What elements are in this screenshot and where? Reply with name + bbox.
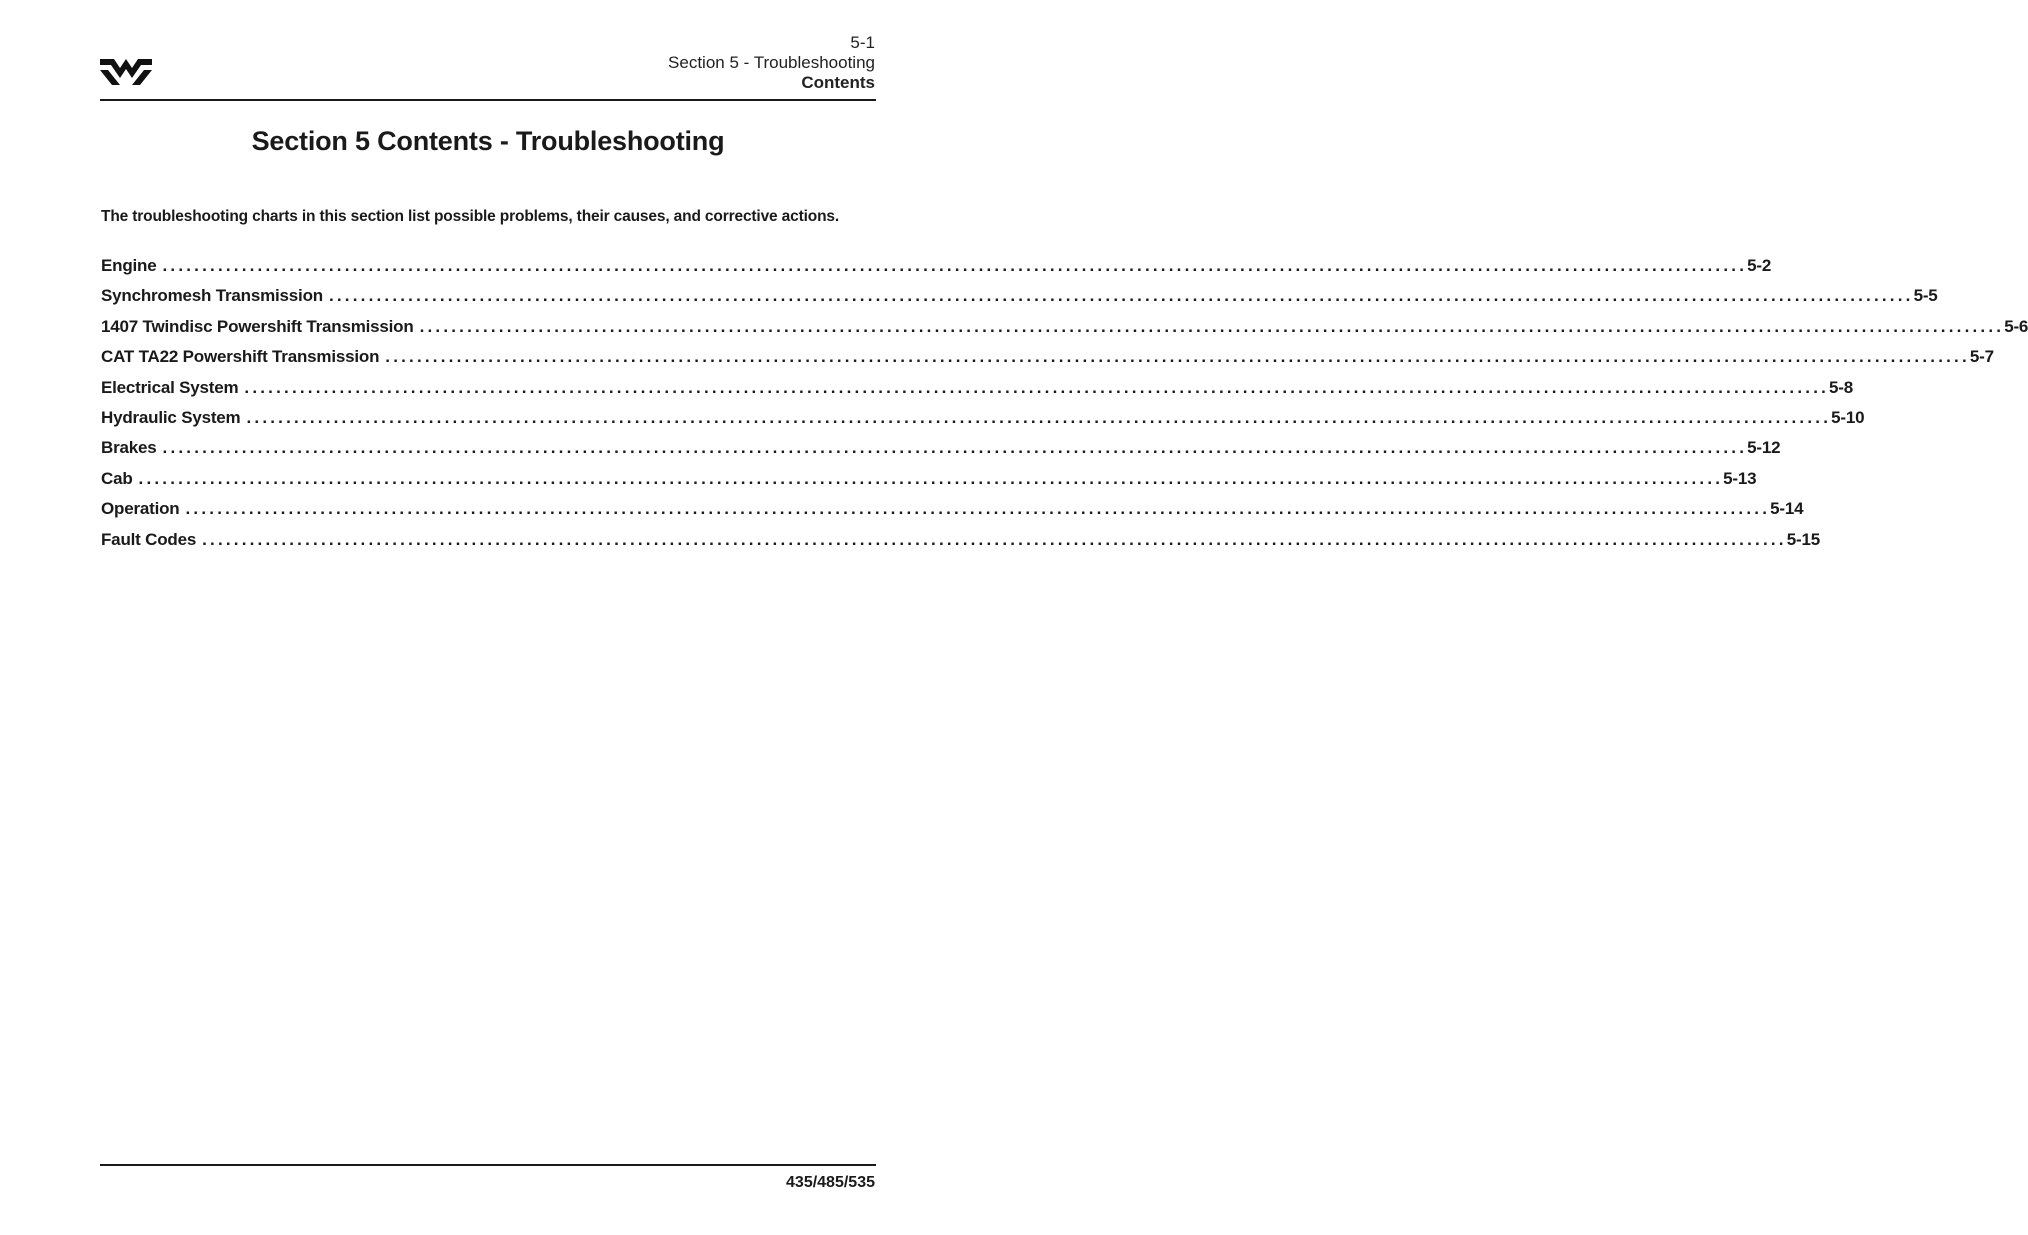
table-of-contents <box>101 256 2028 560</box>
toc-entry-page: 5-12 <box>1747 438 1781 458</box>
toc-entry-label: Engine <box>101 256 157 275</box>
toc-entry[interactable] <box>101 407 1865 438</box>
toc-entry-label: CAT TA22 Powershift Transmission <box>101 347 380 367</box>
toc-entry[interactable] <box>101 499 1804 529</box>
toc-entry-label: Cab <box>101 468 133 488</box>
toc-entry[interactable] <box>101 347 1994 377</box>
toc-entry[interactable] <box>101 316 2028 347</box>
toc-leader-dots: ........................................................................................................................................................................................................ <box>185 499 1771 519</box>
toc-entry-page: 5-8 <box>1829 377 1854 397</box>
toc-entry[interactable] <box>101 529 1820 560</box>
toc-entry[interactable] <box>101 468 1757 499</box>
toc-entry-label: Operation <box>101 499 180 519</box>
toc-leader-dots: ........................................................................................................................................................................................................ <box>202 529 1787 549</box>
toc-entry-label: Brakes <box>101 438 157 458</box>
toc-entry-page: 5-15 <box>1786 529 1820 549</box>
toc-entry-label: Electrical System <box>101 377 239 397</box>
section-label: Section 5 - Troubleshooting <box>668 53 875 72</box>
toc-leader-dots: ........................................................................................................................................................................................................ <box>246 407 1832 427</box>
toc-entry[interactable] <box>101 286 1938 316</box>
toc-entry-page: 5-10 <box>1831 407 1865 427</box>
toc-entry-label: Fault Codes <box>101 529 197 549</box>
toc-entry-label: Synchromesh Transmission <box>101 286 323 306</box>
footer-divider <box>100 1164 876 1166</box>
intro-text: The troubleshooting charts in this section list possible problems, their causes, and corrective actions. <box>101 208 840 225</box>
toc-leader-dots: ........................................................................................................................................................................................................ <box>328 286 1914 306</box>
page-number: 5-1 <box>850 33 875 52</box>
toc-leader-dots: ........................................................................................................................................................................................................ <box>419 316 2005 336</box>
toc-entry-label: 1407 Twindisc Powershift Transmission <box>101 316 414 336</box>
toc-entry-page: 5-7 <box>1969 347 1994 367</box>
toc-entry-label: Hydraulic System <box>101 407 241 427</box>
toc-entry-page: 5-14 <box>1770 499 1804 519</box>
model-numbers: 435/485/535 <box>786 1174 875 1191</box>
toc-entry-page: 5-13 <box>1723 468 1757 488</box>
manufacturer-logo-icon <box>100 57 152 85</box>
toc-leader-dots: ........................................................................................................................................................................................................ <box>138 468 1724 488</box>
toc-leader-dots: ........................................................................................................................................................................................................ <box>244 377 1830 397</box>
section-sub-label: Contents <box>801 73 875 92</box>
page-title: Section 5 Contents - Troubleshooting <box>251 126 725 156</box>
toc-entry-page: 5-6 <box>2004 316 2028 336</box>
header-divider <box>100 99 876 101</box>
toc-leader-dots: ........................................................................................................................................................................................................ <box>162 438 1748 458</box>
toc-entry[interactable] <box>101 377 1854 408</box>
page-header <box>668 33 875 93</box>
toc-leader-dots: ........................................................................................................................................................................................................ <box>385 347 1970 367</box>
toc-leader-dots: ........................................................................................................................................................................................................ <box>162 256 1748 275</box>
toc-entry[interactable] <box>101 256 1772 286</box>
toc-entry[interactable] <box>101 438 1781 468</box>
toc-entry-page: 5-5 <box>1913 286 1938 306</box>
toc-entry-page: 5-2 <box>1747 256 1772 275</box>
